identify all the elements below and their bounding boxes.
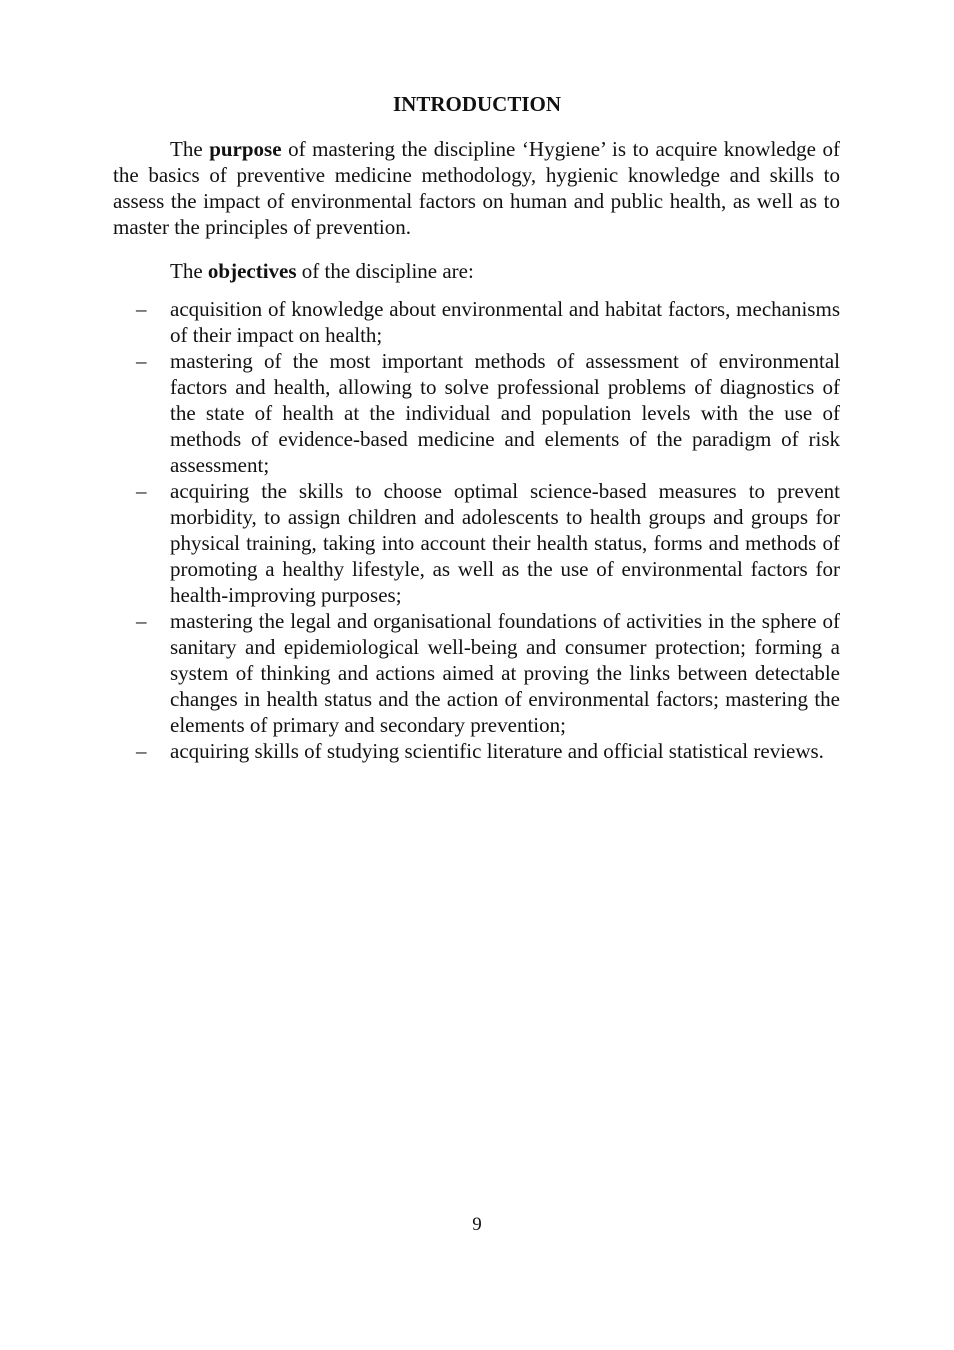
list-item-text: acquiring the skills to choose optimal science-based measures to prevent morbidity, to assign children and adolescents to health groups and groups for physical training, taking into account their health status, forms and methods of promoting a healthy lifestyle, as well as the use of environmental factors for health-improving purposes; bbox=[170, 479, 840, 607]
dash-bullet: – bbox=[136, 609, 147, 633]
list-item bbox=[113, 478, 840, 608]
purpose-bold-term: purpose bbox=[209, 137, 282, 161]
objectives-intro-paragraph bbox=[113, 258, 840, 284]
list-item-text: mastering of the most important methods of assessment of environmental factors and health, allowing to solve professional problems of diagnostics of the state of health at the individual and population levels with the use of methods of evidence-based medicine and elements of the paradigm of risk assessment; bbox=[170, 349, 840, 477]
list-item bbox=[113, 608, 840, 738]
list-item bbox=[113, 738, 840, 764]
objectives-lead: The bbox=[170, 259, 208, 283]
objectives-list bbox=[113, 296, 840, 764]
objectives-bold-term: objectives bbox=[207, 259, 297, 283]
dash-bullet: – bbox=[136, 349, 147, 373]
list-item bbox=[113, 348, 840, 478]
dash-bullet: – bbox=[136, 739, 147, 763]
list-item-text: mastering the legal and organisational foundations of activities in the sphere of sanitary and epidemiological well-being and consumer protection; forming a system of thinking and actions aimed at proving the links between detectable changes in health status and the action of environmental factors; mastering the elements of primary and secondary prevention; bbox=[170, 609, 840, 737]
page-title: INTRODUCTION bbox=[392, 92, 562, 116]
page-number: 9 bbox=[472, 1214, 482, 1235]
list-item-text: acquisition of knowledge about environmental and habitat factors, mechanisms of their impact on health; bbox=[170, 297, 840, 347]
list-item-text: acquiring skills of studying scientific literature and official statistical reviews. bbox=[170, 739, 824, 763]
purpose-lead: The bbox=[170, 137, 210, 161]
list-item bbox=[113, 296, 840, 348]
dash-bullet: – bbox=[136, 297, 147, 321]
purpose-paragraph bbox=[113, 136, 840, 240]
purpose-text: of mastering the discipline ‘Hygiene’ is to acquire knowledge of the basics of preventive medicine methodology, hygienic knowledge and skills to assess the impact of environmental factors on human and public health, as well as to master the principles of prevention. bbox=[113, 137, 840, 239]
dash-bullet: – bbox=[136, 479, 147, 503]
objectives-intro-text: of the discipline are: bbox=[296, 259, 474, 283]
